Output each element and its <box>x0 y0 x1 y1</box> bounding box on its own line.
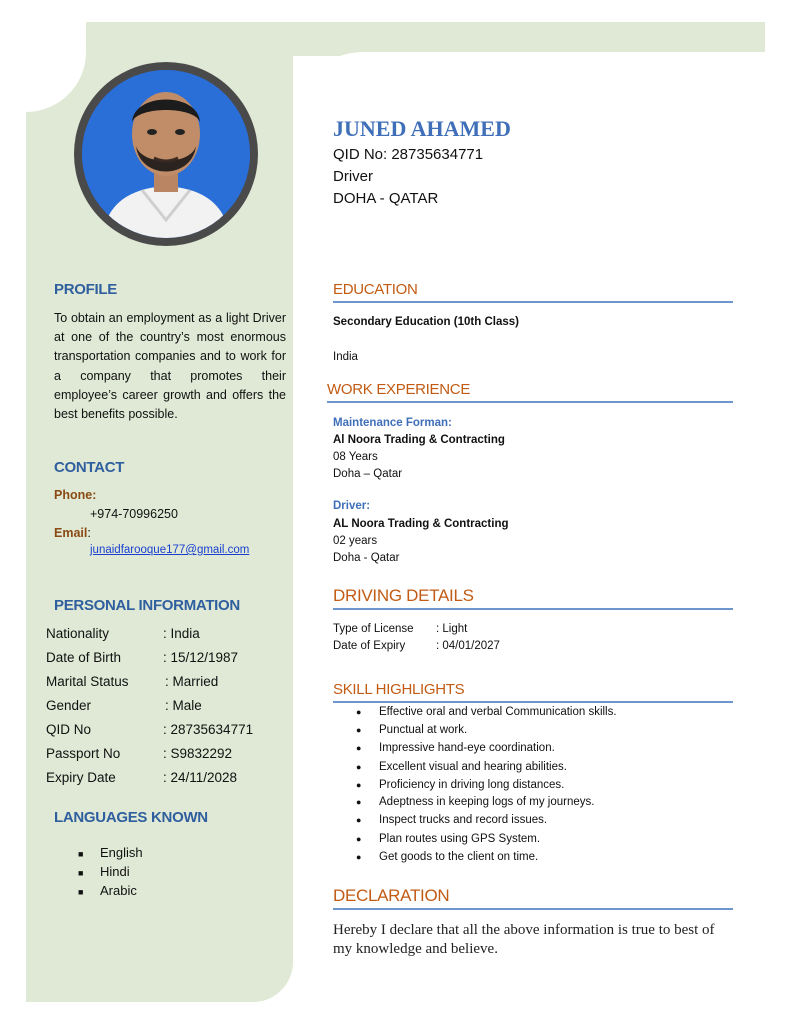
email-link[interactable]: junaidfarooque177@gmail.com <box>90 544 250 556</box>
bullet-icon: ● <box>356 834 362 844</box>
languages-heading: LANGUAGES KNOWN <box>54 809 208 826</box>
bullet-icon: ● <box>356 780 362 790</box>
education-rule <box>333 301 733 303</box>
driving-row-expiry <box>333 640 500 652</box>
bullet-icon: ■ <box>78 867 84 878</box>
declaration-heading: DECLARATION <box>333 886 450 905</box>
skill-label: Adeptness in keeping logs of my journeys. <box>379 796 595 808</box>
bullet-icon: ● <box>356 852 362 862</box>
personal-value: : India <box>163 626 200 641</box>
email-colon: : <box>87 526 91 540</box>
personal-row-qid <box>46 722 253 737</box>
skill-label: Proficiency in driving long distances. <box>379 779 565 791</box>
education-country: India <box>333 351 358 363</box>
language-item <box>78 864 130 879</box>
language-label: Arabic <box>100 883 137 898</box>
skill-item <box>356 761 567 773</box>
candidate-name: JUNED AHAMED <box>333 116 511 141</box>
driving-value: : Light <box>436 623 468 635</box>
work-heading: WORK EXPERIENCE <box>327 381 471 398</box>
education-degree: Secondary Education (10th Class) <box>333 316 519 328</box>
skill-label: Impressive hand-eye coordination. <box>379 742 555 754</box>
skill-item <box>356 851 538 863</box>
declaration-text: Hereby I declare that all the above information is true to best of my knowledge and believe. <box>333 922 715 957</box>
language-label: English <box>100 845 143 860</box>
education-heading: EDUCATION <box>333 281 418 298</box>
job-place: Doha - Qatar <box>333 552 400 564</box>
driving-rule <box>333 608 733 610</box>
skill-label: Excellent visual and hearing abilities. <box>379 761 567 773</box>
job-role: Maintenance Forman: <box>333 417 452 429</box>
personal-key: Date of Birth <box>46 650 122 665</box>
person-portrait-icon <box>82 70 250 238</box>
header-qid: QID No: 28735634771 <box>333 146 484 163</box>
profile-photo <box>82 70 250 238</box>
personal-value: : 24/11/2028 <box>163 770 238 785</box>
phone-value: +974-70996250 <box>90 507 178 521</box>
skill-item <box>356 724 467 736</box>
personal-value: : S9832292 <box>163 746 233 761</box>
skill-item <box>356 814 547 826</box>
header-location: DOHA - QATAR <box>333 190 439 207</box>
personal-key: Expiry Date <box>46 770 116 785</box>
contact-heading: CONTACT <box>54 459 125 476</box>
driving-value: : 04/01/2027 <box>436 640 500 652</box>
personal-value: : Male <box>165 698 202 713</box>
driving-key: Date of Expiry <box>333 640 406 652</box>
driving-key: Type of License <box>333 623 414 635</box>
phone-label: Phone: <box>54 488 97 502</box>
personal-key: QID No <box>46 722 92 737</box>
bullet-icon: ● <box>356 707 362 717</box>
bullet-icon: ● <box>356 743 362 753</box>
language-label: Hindi <box>100 864 130 879</box>
driving-row-license <box>333 623 467 635</box>
bullet-icon: ● <box>356 725 362 735</box>
personal-info-heading: PERSONAL INFORMATION <box>54 597 240 614</box>
bullet-icon: ● <box>356 797 362 807</box>
language-item <box>78 845 143 860</box>
skill-label: Get goods to the client on time. <box>379 851 539 863</box>
job-company: Al Noora Trading & Contracting <box>333 434 505 446</box>
bullet-icon: ● <box>356 762 362 772</box>
work-rule <box>327 401 733 403</box>
personal-row-gender <box>46 698 202 713</box>
email-label: Email <box>54 526 88 540</box>
personal-row-marital <box>46 674 218 689</box>
job-duration: 02 years <box>333 535 378 547</box>
bullet-icon: ■ <box>78 848 84 859</box>
skill-label: Inspect trucks and record issues. <box>379 814 548 826</box>
personal-row-dob <box>46 650 238 665</box>
personal-key: Marital Status <box>46 674 129 689</box>
declaration-rule <box>333 908 733 910</box>
skill-label: Punctual at work. <box>379 724 468 736</box>
email-label-line <box>54 526 91 540</box>
language-item <box>78 883 137 898</box>
personal-value: : 15/12/1987 <box>163 650 239 665</box>
personal-row-expiry <box>46 770 237 785</box>
bullet-icon: ■ <box>78 886 84 897</box>
job-duration: 08 Years <box>333 451 378 463</box>
driving-heading: DRIVING DETAILS <box>333 586 474 605</box>
skill-item <box>356 833 540 845</box>
skill-item <box>356 796 594 808</box>
personal-value: : Married <box>165 674 219 689</box>
profile-heading: PROFILE <box>54 281 117 298</box>
bullet-icon: ● <box>356 815 362 825</box>
skill-item <box>356 742 555 754</box>
personal-key: Gender <box>46 698 92 713</box>
personal-row-passport <box>46 746 232 761</box>
personal-key: Passport No <box>46 746 121 761</box>
header-title: Driver <box>333 168 373 185</box>
skills-rule <box>333 701 733 703</box>
job-place: Doha – Qatar <box>333 468 403 480</box>
skill-item <box>356 706 617 718</box>
job-company: AL Noora Trading & Contracting <box>333 518 509 530</box>
skill-label: Effective oral and verbal Communication skills. <box>379 706 617 718</box>
personal-row-nationality <box>46 626 200 641</box>
skill-item <box>356 779 564 791</box>
skills-heading: SKILL HIGHLIGHTS <box>333 681 465 698</box>
personal-key: Nationality <box>46 626 110 641</box>
personal-value: : 28735634771 <box>163 722 254 737</box>
skill-label: Plan routes using GPS System. <box>379 833 541 845</box>
profile-text: To obtain an employment as a light Driver at one of the country’s most enormous transportation companies and to work for a company that promotes their employee’s career growth and offers the best benefits possible. <box>54 311 286 422</box>
job-role: Driver: <box>333 500 371 512</box>
